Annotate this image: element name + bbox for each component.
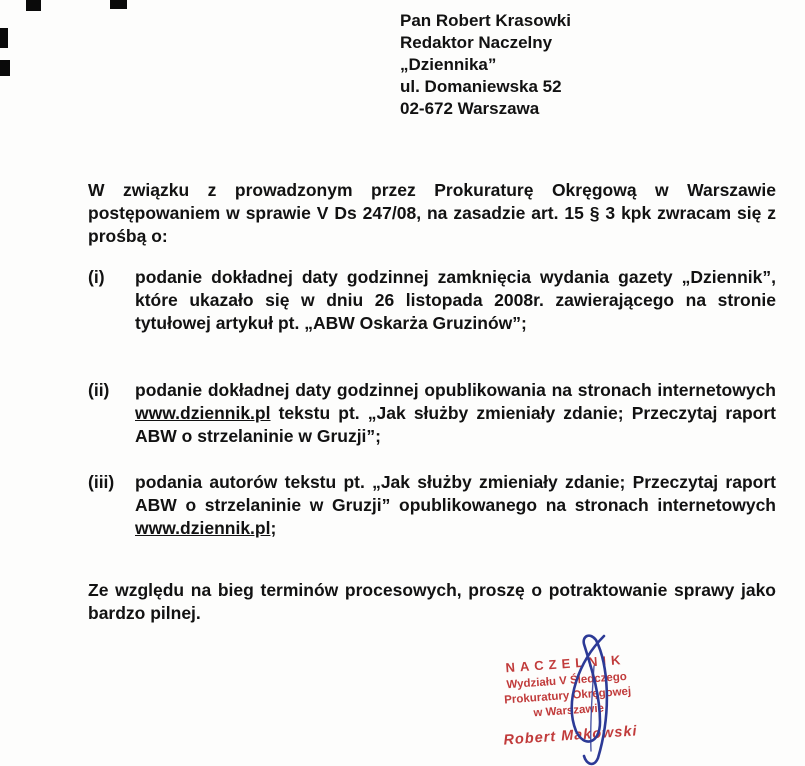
- recipient-name: Pan Robert Krasowki: [400, 11, 571, 30]
- recipient-street: ul. Domaniewska 52: [400, 77, 562, 96]
- stamp-line: Wydziału V Śledczego: [506, 670, 628, 692]
- scan-artifact: [26, 0, 41, 11]
- office-stamp: [475, 650, 661, 750]
- recipient-city: 02-672 Warszawa: [400, 99, 540, 118]
- item-text-post: ;: [270, 518, 277, 538]
- stamp-title: NACZELNIK: [505, 651, 626, 676]
- list-item-label: (iii): [88, 472, 115, 492]
- stamp-line: w Warszawie: [533, 702, 605, 720]
- list-item-label: (i): [88, 267, 105, 287]
- list-item-ii: [88, 379, 776, 448]
- stamp-signatory-name: Robert Makowski: [502, 723, 639, 749]
- stamp-line: Prokuratury Okręgowej: [503, 685, 632, 707]
- intro-paragraph: W związku z prowadzonym przez Prokuraturę Okręgową w Warszawie postępowaniem w sprawie V Ds 247/08, na zasadzie art. 15 § 3 kpk zwracam się z prośbą o:: [88, 180, 776, 246]
- item-link-dziennik-url: www.dziennik.pl: [135, 403, 271, 423]
- scan-artifact: [110, 0, 127, 9]
- scan-artifact: [0, 60, 10, 76]
- list-item-text: [135, 266, 776, 335]
- scan-artifact: [0, 28, 8, 48]
- item-link-dziennik-url: www.dziennik.pl: [135, 518, 271, 538]
- item-text-post: tekstu pt. „Jak służby zmieniały zdanie; Przeczytaj raport ABW o strzelaninie w Gruzji”;: [135, 403, 776, 446]
- recipient-block: [400, 10, 571, 120]
- closing-paragraph: Ze względu na bieg terminów procesowych, proszę o potraktowanie sprawy jako bardzo pilnej.: [88, 580, 776, 623]
- recipient-title: Redaktor Naczelny: [400, 33, 553, 52]
- item-text-pre: podanie dokładnej daty godzinnej opublikowania na stronach internetowych: [135, 380, 776, 400]
- list-item-iii: [88, 471, 776, 540]
- list-item-label: (ii): [88, 380, 110, 400]
- list-item-text: [135, 471, 776, 540]
- item-text-pre: podania autorów tekstu pt. „Jak służby zmieniały zdanie; Przeczytaj raport ABW o strzelaninie w Gruzji” opublikowanego na stronach internetowych: [135, 472, 776, 515]
- list-item-text: [135, 379, 776, 448]
- item-text-pre: podanie dokładnej daty godzinnej zamknięcia wydania gazety „Dziennik”, które ukazało się w dniu 26 listopada 2008r. zawierającego na stronie tytułowej artykuł pt. „ABW Oskarża Gruzinów”;: [135, 267, 776, 333]
- list-item-i: [88, 266, 776, 335]
- recipient-publication: „Dziennika”: [400, 55, 497, 74]
